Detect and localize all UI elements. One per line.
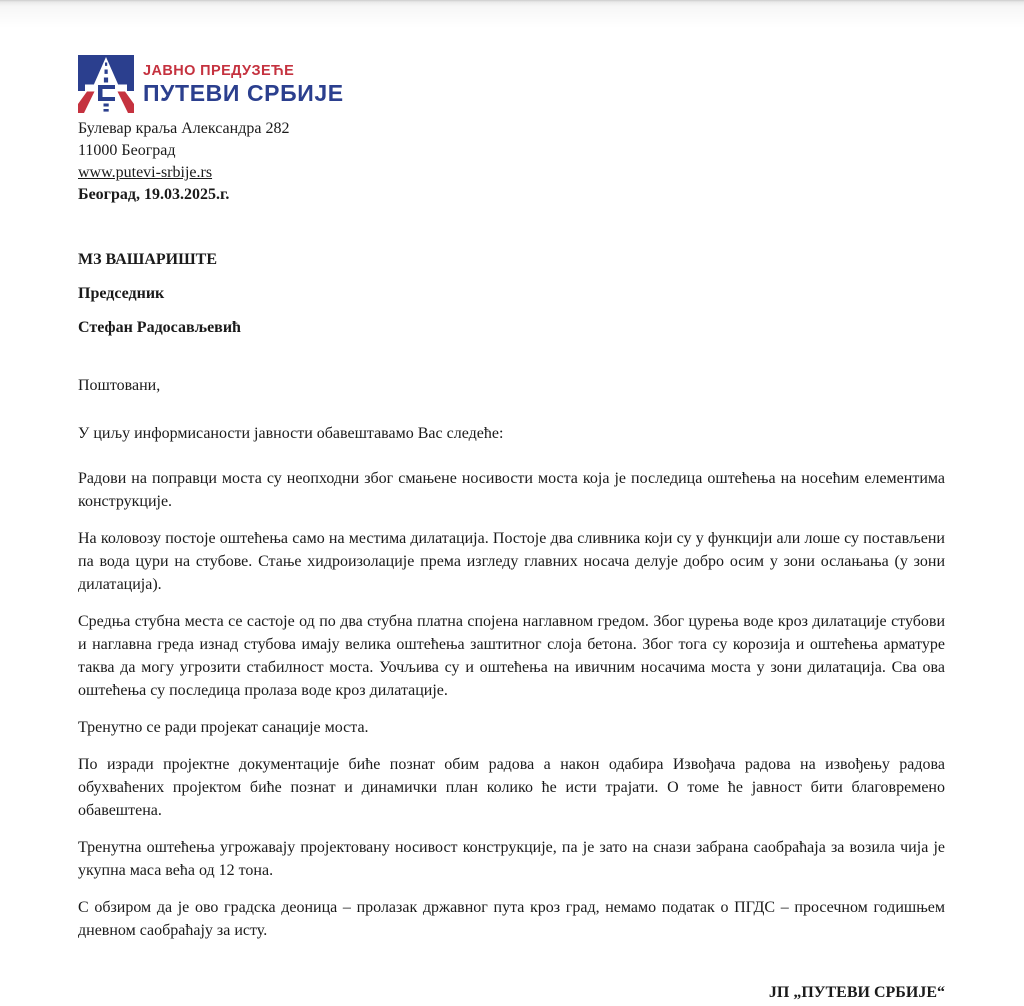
paragraph: Тренутно се ради пројекат санације моста. — [78, 719, 369, 736]
sender-street: Булевар краља Александра 282 — [78, 120, 290, 137]
company-name-label: ПУТЕВИ СРБИЈЕ — [143, 79, 344, 106]
paragraph: С обзиром да је ово градска деоница – пролазак државног пута кроз град, немамо податак о ПГДС – просечном годишњем дневном саобраћају за исту. — [78, 899, 945, 939]
salutation: Поштовани, — [78, 377, 161, 394]
paragraph: По изради пројектне документације биће познат обим радова а након одабира Извођача радова на извођењу радова обухваћених пројектом биће познат и динамички план колико ће исти трајати. О томе ће јавност бити благовремено обавештена. — [78, 756, 945, 819]
letter-body — [78, 374, 945, 1002]
intro-line: У циљу информисаности јавности обавештавамо Вас следеће: — [78, 425, 504, 442]
paragraph: На коловозу постоје оштећења само на местима дилатација. Постоје два сливника који су у функцији али лоше су постављени па вода цури на стубове. Стање хидроизолације према изгледу главних носача делује добро осим у зони ослањања (у зони дилатација). — [78, 530, 945, 593]
place-and-date: Београд, 19.03.2025.г. — [78, 186, 230, 203]
paragraph: Средња стубна места се састоје од по два стубна платна спојена наглавном гредом. Због цурења воде кроз дилатације стубови и наглавна греда изнад стубова имају велика оштећења заштитног слоја бетона. Због тога су корозија и оштећења арматуре таква да могу угрозити стабилност моста. Уочљива су и оштећења на ивичним носачима моста у зони дилатација. Сва ова оштећења су последица пролаза воде кроз дилатације. — [78, 613, 945, 699]
signature-line: ЈП „ПУТЕВИ СРБИЈЕ“ — [768, 984, 945, 1001]
recipient-name: Стефан Радосављевић — [78, 319, 241, 336]
paragraph: Радови на поправци моста су неопходни због смањене носивости моста која је последица оштећења на носећим елементима конструкције. — [78, 470, 945, 510]
company-logo — [78, 55, 945, 113]
paragraph: Тренутна оштећења угрожавају пројектовану носивост конструкције, па је зато на снази забрана саобраћаја за возила чија је укупна маса већа од 12 тона. — [78, 839, 945, 879]
sender-address-block — [78, 118, 945, 206]
website-link[interactable]: www.putevi-srbije.rs — [78, 164, 213, 181]
company-type-label: ЈАВНО ПРЕДУЗЕЋЕ — [143, 63, 295, 79]
company-logo-text — [143, 55, 344, 105]
sender-website-line — [78, 162, 945, 184]
recipient-organization: МЗ ВАШАРИШТЕ — [78, 251, 218, 268]
recipient-title: Председник — [78, 285, 165, 302]
sender-city: 11000 Београд — [78, 142, 176, 159]
recipient-block — [78, 251, 945, 336]
roads-of-serbia-logo-icon — [78, 55, 134, 113]
